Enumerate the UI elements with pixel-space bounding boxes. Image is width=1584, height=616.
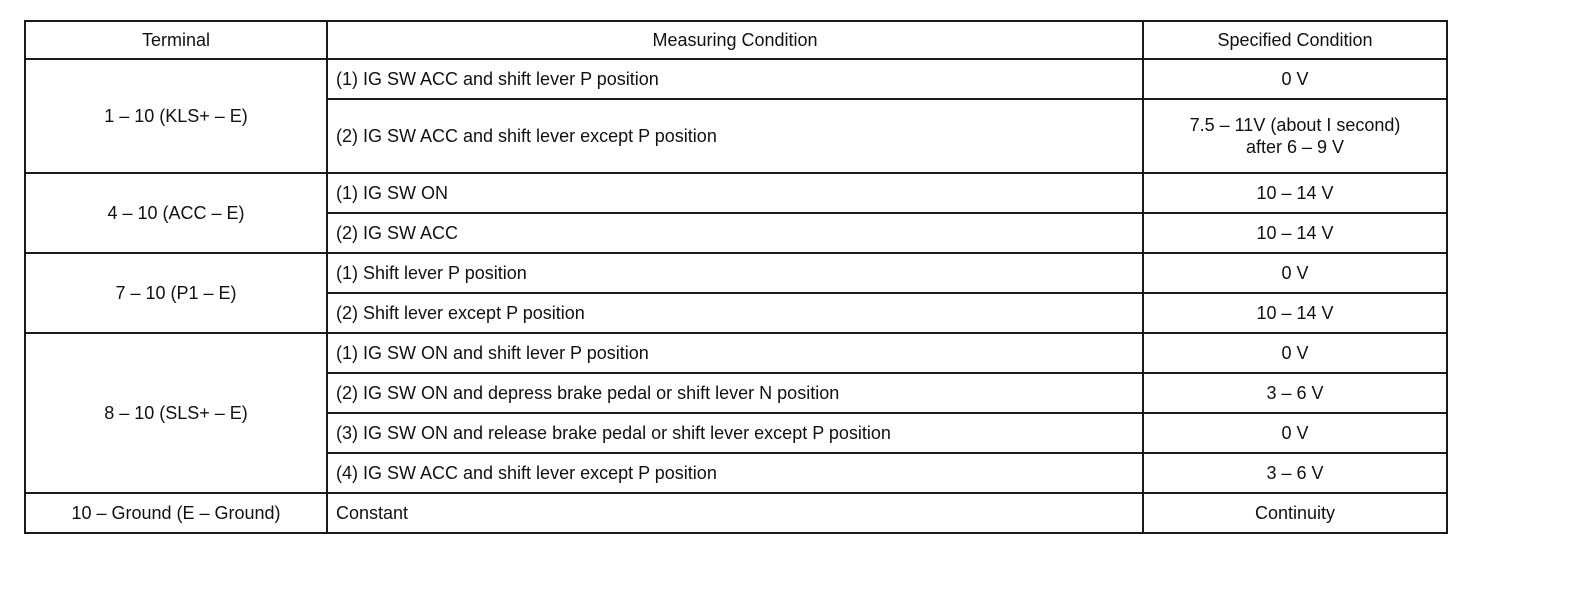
condition-cell: (2) IG SW ACC — [327, 213, 1143, 253]
condition-cell: (1) IG SW ON and shift lever P position — [327, 333, 1143, 373]
terminal-spec-table — [24, 20, 1448, 534]
terminal-cell: 7 – 10 (P1 – E) — [25, 253, 327, 333]
terminal-cell: 10 – Ground (E – Ground) — [25, 493, 327, 533]
condition-cell: (3) IG SW ON and release brake pedal or shift lever except P position — [327, 413, 1143, 453]
table-row — [25, 333, 1447, 373]
terminal-cell: 4 – 10 (ACC – E) — [25, 173, 327, 253]
terminal-cell: 8 – 10 (SLS+ – E) — [25, 333, 327, 493]
table-row — [25, 493, 1447, 533]
spec-value: 0 V — [1281, 68, 1309, 89]
table-row — [25, 173, 1447, 213]
spec-cell — [1143, 373, 1447, 413]
spec-cell — [1143, 173, 1447, 213]
terminal-cell: 1 – 10 (KLS+ – E) — [25, 59, 327, 173]
spec-value: 10 – 14 V — [1256, 182, 1334, 203]
spec-value: 0 V — [1281, 262, 1309, 283]
header-terminal: Terminal — [25, 21, 327, 59]
spec-value: 3 – 6 V — [1266, 462, 1324, 483]
spec-value: 3 – 6 V — [1266, 382, 1324, 403]
spec-value: 10 – 14 V — [1256, 222, 1334, 243]
condition-cell: Constant — [327, 493, 1143, 533]
spec-value: Continuity — [1254, 502, 1336, 523]
condition-cell: (1) Shift lever P position — [327, 253, 1143, 293]
spec-value: 0 V — [1281, 422, 1309, 443]
spec-value: after 6 – 9 V — [1245, 137, 1345, 157]
spec-value: 10 – 14 V — [1256, 302, 1334, 323]
spec-cell — [1143, 413, 1447, 453]
condition-cell: (2) IG SW ACC and shift lever except P position — [327, 99, 1143, 173]
spec-value: 7.5 – 11V (about I second) — [1189, 114, 1401, 135]
spec-cell — [1143, 213, 1447, 253]
condition-cell: (1) IG SW ACC and shift lever P position — [327, 59, 1143, 99]
spec-cell — [1143, 59, 1447, 99]
condition-cell: (4) IG SW ACC and shift lever except P position — [327, 453, 1143, 493]
condition-cell: (2) Shift lever except P position — [327, 293, 1143, 333]
header-row — [25, 21, 1447, 59]
spec-cell — [1143, 333, 1447, 373]
spec-value: 0 V — [1281, 342, 1309, 363]
table-row — [25, 59, 1447, 99]
spec-cell — [1143, 253, 1447, 293]
table-row — [25, 253, 1447, 293]
header-measuring-condition: Measuring Condition — [327, 21, 1143, 59]
spec-cell — [1143, 293, 1447, 333]
spec-cell — [1143, 493, 1447, 533]
spec-cell — [1143, 99, 1447, 173]
spec-cell — [1143, 453, 1447, 493]
header-specified-condition: Specified Condition — [1143, 21, 1447, 59]
condition-cell: (2) IG SW ON and depress brake pedal or shift lever N position — [327, 373, 1143, 413]
condition-cell: (1) IG SW ON — [327, 173, 1143, 213]
